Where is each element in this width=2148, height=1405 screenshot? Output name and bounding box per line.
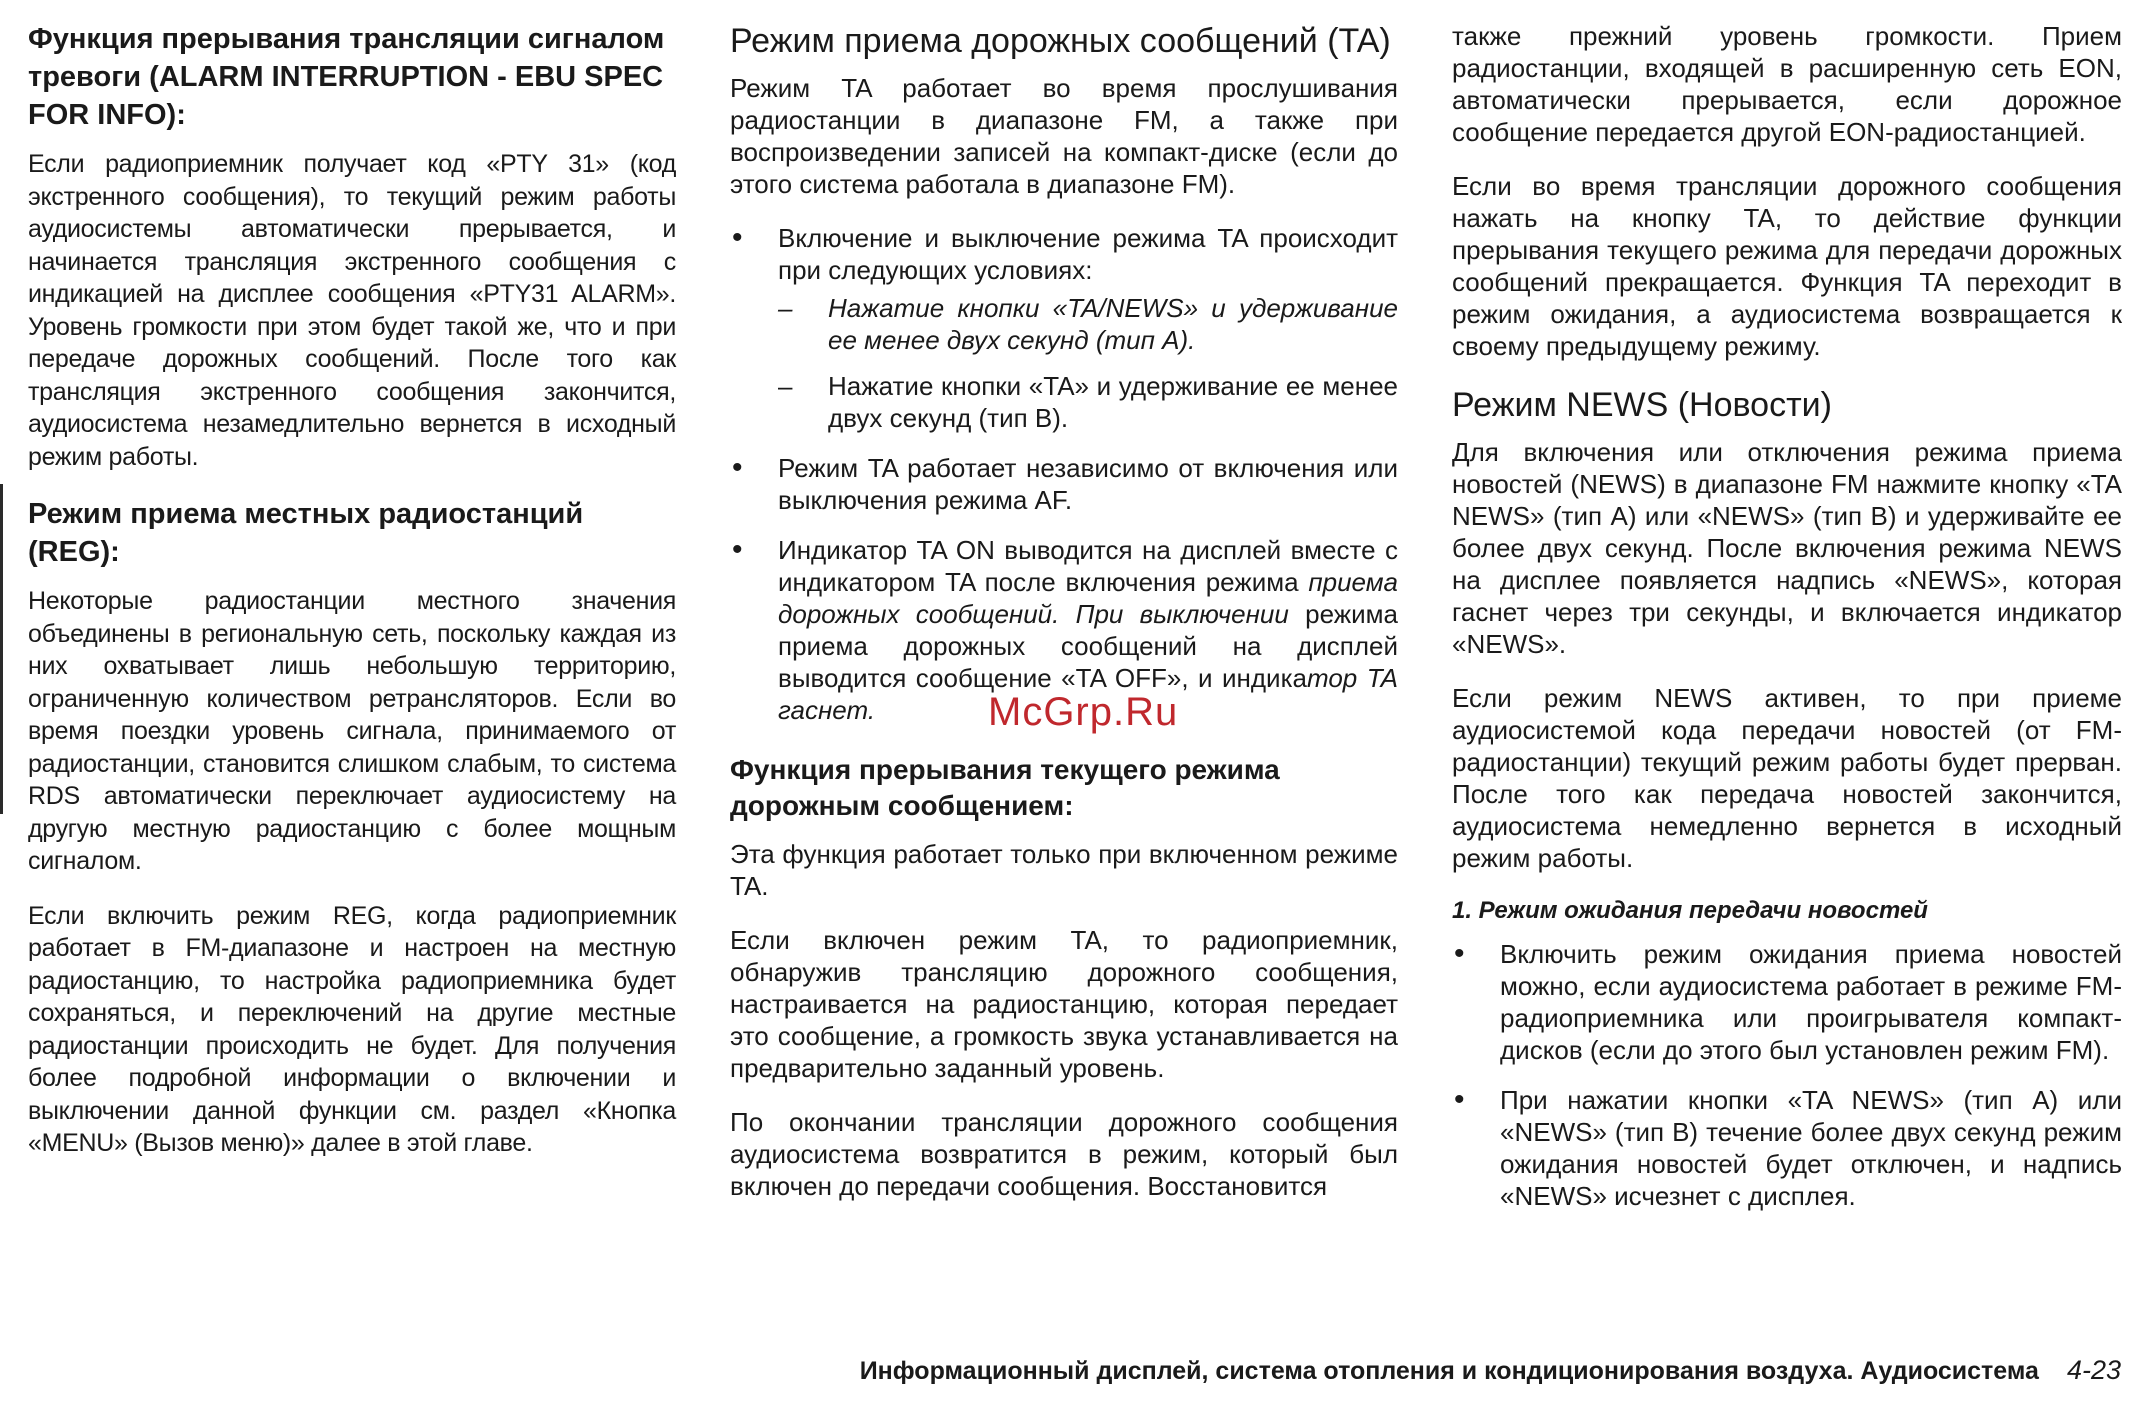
news-bullet-list [1452, 938, 2122, 1212]
heading-news-mode: Режим NEWS (Новости) [1452, 386, 1832, 424]
footer-title: Информационный дисплей, система отопления и кондиционирования воздуха. Аудиосистема [859, 1357, 2039, 1385]
column-left [28, 20, 676, 1182]
page-number: 4-23 [2066, 1355, 2121, 1385]
paragraph-reg-network: Некоторые радиостанции местного значения объединены в региональную сеть, поскольку каждая из них охватывает лишь небольшую территорию, ограниченную количеством ретрансляторов. Если во время поездки уровень сигнала, принимаемого от радиостанции, становится слишком слабым, то система RDS автоматически переключает аудиосистему на другую местную радиостанцию с более мощным сигналом. [28, 587, 676, 875]
list-item-text: режима приема дорожных сообщений на дисплей выводится сообщение «TA OFF», и индика [778, 599, 1398, 693]
paragraph-ta-tuning: Если включен режим TA, то радиоприемник, обнаружив трансляцию дорожного сообщения, настраивается на радиостанцию, которая передает это сообщение, а громкость звука устанавливается на предварительно заданный уровень. [730, 925, 1398, 1083]
paragraph-ta-return: По окончании трансляции дорожного сообщения аудиосистема возвратится в режим, который был включен до передачи сообщения. Восстановится [730, 1107, 1398, 1201]
list-item: • Включить режим ожидания приема новостей можно, если аудиосистема работает в режиме FM-радиоприемника или проигрывателя компакт-дисков (если до этого был установлен режим FM). [1452, 938, 2122, 1066]
paragraph-eon: также прежний уровень громкости. Прием радиостанции, входящей в расширенную сеть EON, автоматически прерывается, если дорожное сообщение передается другой EON-радиостанцией. [1452, 21, 2122, 147]
heading-ta-interrupt: Функция прерывания текущего режима дорожным сообщением: [730, 754, 1280, 821]
page-footer [655, 1354, 2121, 1387]
page-edge-mark [0, 484, 3, 814]
heading-news-standby: 1. Режим ожидания передачи новостей [1452, 897, 1928, 924]
list-item-text-italic: тор TA гаснет. [778, 663, 1398, 725]
heading-alarm-interruption: Функция прерывания трансляции сигналом тревоги (ALARM INTERRUPTION - EBU SPEC FOR INFO): [28, 23, 665, 131]
column-middle [730, 20, 1398, 1224]
paragraph-reg-enable: Если включить режим REG, когда радиоприемник работает в FM-диапазоне и настроен на местную радиостанцию, то настройка радиоприемника будет сохраняться, и переключений на другие местные радиостанции происходить не будет. Для получения более подробной информации о включении и выключении данной функции см. раздел «Кнопка «MENU» (Вызов меню)» далее в этой главе. [28, 901, 676, 1157]
column-right [1452, 20, 2122, 1230]
list-item [730, 222, 1398, 434]
heading-ta-mode: Режим приема дорожных сообщений (TA) [730, 22, 1391, 60]
list-item: – Нажатие кнопки «TA/NEWS» и удерживание ее менее двух секунд (тип A). [778, 292, 1398, 356]
paragraph-news-active: Если режим NEWS активен, то при приеме аудиосистемой кода передачи новостей (от FM-радиостанции) текущий режим работы будет прерван. После того как передача новостей закончится, аудиосистема немедленно вернется в исходный режим работы. [1452, 683, 2122, 873]
paragraph-ta-button: Если во время трансляции дорожного сообщения нажать на кнопку TA, то действие функции прерывания текущего режима для передачи дорожных сообщений прекращается. Функция TA переходит в режим ожидания, а аудиосистема возвращается к своему предыдущему режиму. [1452, 171, 2122, 361]
list-item: • Режим TA работает независимо от включения или выключения режима AF. [730, 452, 1398, 516]
watermark: McGrp.Ru [988, 690, 1179, 734]
paragraph-news-enable: Для включения или отключения режима приема новостей (NEWS) в диапазоне FM нажмите кнопку «TA NEWS» (тип A) или «NEWS» (тип B) и удерживайте ее более двух секунд. После включения режима NEWS на дисплее появляется надпись «NEWS», которая гаснет через три секунды, и включается индикатор «NEWS». [1452, 437, 2122, 659]
list-item-text: Включение и выключение режима TA происходит при следующих условиях: [778, 223, 1398, 285]
list-item: – Нажатие кнопки «TA» и удерживание ее менее двух секунд (тип B). [778, 370, 1398, 434]
list-item-text-italic: приема дорожных сообщений. При выключении [778, 567, 1398, 629]
list-item-text: Индикатор TA ON выводится на дисплей вместе с индикатором TA после включения режима [778, 535, 1398, 597]
paragraph-ta-intro: Режим TA работает во время прослушивания радиостанции в диапазоне FM, а также при воспроизведении записей на компакт-диске (если до этого система работала в диапазоне FM). [730, 73, 1398, 199]
paragraph-ta-only: Эта функция работает только при включенном режиме TA. [730, 839, 1398, 901]
ta-bullet-list [730, 222, 1398, 726]
ta-dash-list [778, 292, 1398, 434]
list-item: • При нажатии кнопки «TA NEWS» (тип A) или «NEWS» (тип B) течение более двух секунд режим ожидания новостей будет отключен, и надпись «NEWS» исчезнет с дисплея. [1452, 1084, 2122, 1212]
paragraph-alarm: Если радиоприемник получает код «PTY 31» (код экстренного сообщения), то текущий режим работы аудиосистемы автоматически прерывается, и начинается трансляция экстренного сообщения с индикацией на дисплее сообщения «PTY31 ALARM». Уровень громкости при этом будет такой же, что и при передаче дорожных сообщений. После того как трансляция экстренного сообщения закончится, аудиосистема незамедлительно вернется в исходный режим работы. [28, 150, 676, 471]
heading-reg-mode: Режим приема местных радиостанций (REG): [28, 498, 584, 568]
